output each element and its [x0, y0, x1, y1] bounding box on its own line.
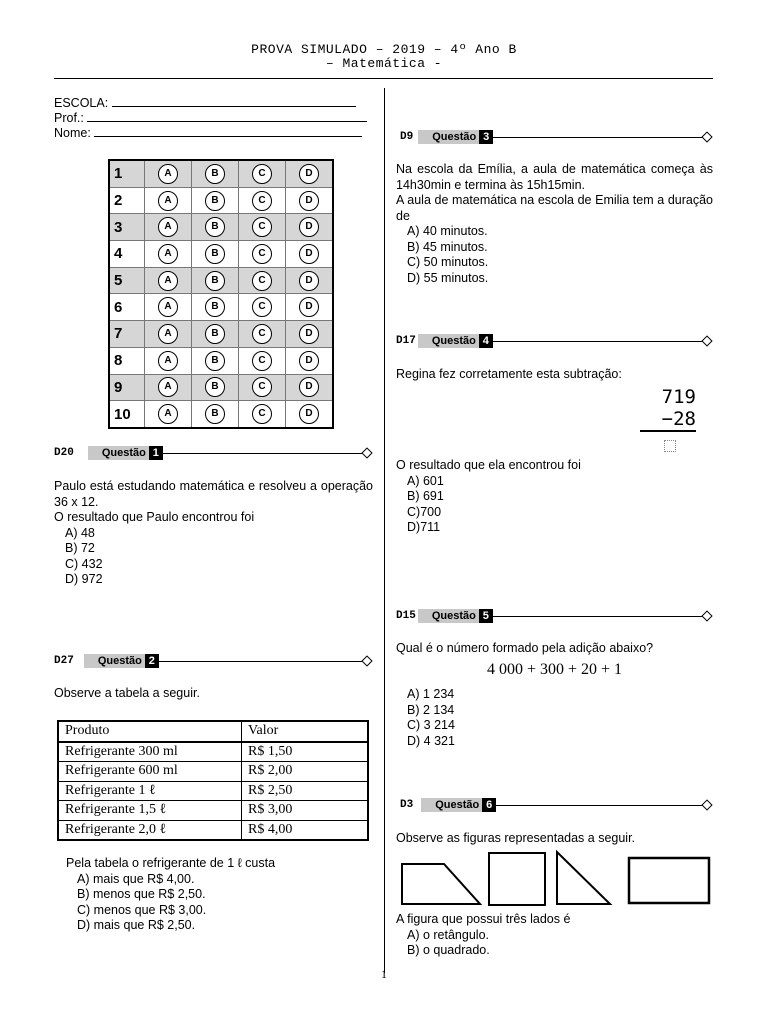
- question-4-prompt: O resultado que ela encontrou foi: [396, 458, 581, 472]
- answer-bubble-d[interactable]: D: [299, 404, 319, 424]
- answer-grid-row: [109, 294, 333, 321]
- answer-bubble-d[interactable]: D: [299, 377, 319, 397]
- table-cell: Refrigerante 300 ml: [58, 742, 242, 762]
- question-2-heading: [54, 654, 373, 668]
- answer-bubble-c[interactable]: C: [252, 404, 272, 424]
- question-6-option-a[interactable]: A) o retângulo.: [407, 927, 489, 942]
- question-1-body: [54, 479, 373, 588]
- answer-grid-cell: [145, 267, 192, 294]
- answer-bubble-b[interactable]: B: [205, 191, 225, 211]
- question-3-label: Questão: [418, 130, 479, 144]
- answer-grid-cell: [239, 267, 286, 294]
- answer-bubble-a[interactable]: A: [158, 191, 178, 211]
- answer-grid-cell: [286, 401, 334, 428]
- answer-grid-cell: [239, 347, 286, 374]
- table-cell: Refrigerante 1,5 ℓ: [58, 801, 242, 821]
- answer-bubble-d[interactable]: D: [299, 324, 319, 344]
- answer-grid-cell: [145, 294, 192, 321]
- answer-bubble-c[interactable]: C: [252, 377, 272, 397]
- answer-grid-row: [109, 241, 333, 268]
- question-3-option-b[interactable]: B) 45 minutos.: [407, 239, 488, 254]
- question-2-body: [66, 856, 373, 934]
- question-1-text: Paulo está estudando matemática e resolveu a operação 36 x 12.: [54, 479, 373, 509]
- answer-grid-cell: [239, 241, 286, 268]
- question-3-prompt: A aula de matemática na escola de Emilia tem a duração de: [396, 193, 713, 223]
- question-2-prompt: Pela tabela o refrigerante de 1 ℓ custa: [66, 856, 276, 870]
- question-1-code: D20: [54, 447, 74, 459]
- question-3-code: D9: [400, 131, 414, 143]
- answer-grid-cell: [192, 241, 239, 268]
- school-label: ESCOLA:: [54, 96, 109, 110]
- answer-grid-cell: [192, 267, 239, 294]
- answer-grid-cell: [286, 347, 334, 374]
- question-5-option-c[interactable]: C) 3 214: [407, 718, 455, 732]
- table-cell: R$ 4,00: [242, 820, 369, 840]
- answer-grid-cell: [192, 374, 239, 401]
- answer-grid-row: [109, 347, 333, 374]
- exam-title: PROVA SIMULADO – 2019 – 4º Ano B: [251, 42, 517, 57]
- answer-grid-row-number: 2: [109, 187, 145, 214]
- product-table-header-value: Valor: [242, 721, 369, 742]
- answer-bubble-a[interactable]: A: [158, 244, 178, 264]
- question-1-option-c[interactable]: C) 432: [65, 556, 103, 571]
- answer-bubble-d[interactable]: D: [299, 191, 319, 211]
- question-1-option-b[interactable]: B) 72: [65, 541, 95, 555]
- question-5-option-b[interactable]: B) 2 134: [407, 702, 455, 717]
- question-5-number: 5: [479, 609, 493, 623]
- answer-grid-cell: [192, 347, 239, 374]
- prof-label: Prof.:: [54, 111, 84, 125]
- subtraction-minuend: 719: [661, 386, 696, 408]
- answer-grid-cell: [286, 374, 334, 401]
- header-rule: [54, 78, 713, 79]
- answer-bubble-c[interactable]: C: [252, 324, 272, 344]
- question-5-option-a[interactable]: A) 1 234: [407, 687, 455, 701]
- answer-grid-cell: [286, 241, 334, 268]
- table-cell: Refrigerante 2,0 ℓ: [58, 820, 242, 840]
- answer-bubble-d[interactable]: D: [299, 271, 319, 291]
- answer-grid-cell: [145, 160, 192, 187]
- diamond-icon: [701, 335, 712, 346]
- answer-grid-row-number: 9: [109, 374, 145, 401]
- answer-bubble-b[interactable]: B: [205, 404, 225, 424]
- answer-grid-cell: [192, 214, 239, 241]
- diamond-icon: [701, 799, 712, 810]
- answer-bubble-d[interactable]: D: [299, 297, 319, 317]
- answer-bubble-a[interactable]: A: [158, 271, 178, 291]
- answer-bubble-a[interactable]: A: [158, 404, 178, 424]
- answer-grid-row-number: 10: [109, 401, 145, 428]
- table-cell: R$ 3,00: [242, 801, 369, 821]
- answer-grid-row: [109, 160, 333, 187]
- answer-bubble-b[interactable]: B: [205, 351, 225, 371]
- question-5-options: [396, 687, 713, 749]
- answer-bubble-d[interactable]: D: [299, 164, 319, 184]
- diamond-icon: [701, 610, 712, 621]
- question-6-prompt: A figura que possui três lados é: [396, 912, 571, 926]
- name-field[interactable]: [54, 126, 362, 140]
- question-6-label: Questão: [421, 798, 482, 812]
- addition-expression: 4 000 + 300 + 20 + 1: [486, 661, 623, 678]
- shapes-figure: [396, 848, 714, 908]
- answer-bubble-a[interactable]: A: [158, 164, 178, 184]
- answer-grid-cell: [145, 374, 192, 401]
- answer-bubble-d[interactable]: D: [299, 351, 319, 371]
- answer-bubble-b[interactable]: B: [205, 271, 225, 291]
- answer-grid-cell: [239, 401, 286, 428]
- question-4-code: D17: [396, 335, 416, 347]
- answer-bubble-b[interactable]: B: [205, 244, 225, 264]
- question-4-label: Questão: [418, 334, 479, 348]
- question-5-heading: [396, 609, 713, 623]
- answer-grid-cell: [239, 374, 286, 401]
- question-6-text: Observe as figuras representadas a seguir.: [396, 831, 636, 845]
- school-field[interactable]: [54, 96, 356, 110]
- table-cell: Refrigerante 1 ℓ: [58, 781, 242, 801]
- table-cell: R$ 2,00: [242, 762, 369, 782]
- answer-grid-cell: [239, 321, 286, 348]
- question-1-heading: [54, 446, 373, 460]
- answer-grid-cell: [286, 214, 334, 241]
- answer-grid-cell: [192, 187, 239, 214]
- question-2-option-c[interactable]: C) menos que R$ 3,00.: [77, 902, 207, 917]
- question-2-code: D27: [54, 655, 74, 667]
- name-label: Nome:: [54, 126, 91, 140]
- prof-field[interactable]: [54, 111, 367, 125]
- question-1-number: 1: [149, 446, 163, 460]
- question-2-number: 2: [145, 654, 159, 668]
- answer-bubble-b[interactable]: B: [205, 297, 225, 317]
- question-3-body: [396, 162, 713, 286]
- question-1-option-d[interactable]: D) 972: [65, 572, 103, 586]
- answer-grid-cell: [239, 294, 286, 321]
- question-6-body: [396, 912, 713, 959]
- answer-bubble-b[interactable]: B: [205, 217, 225, 237]
- product-table-header-product: Produto: [58, 721, 242, 742]
- question-6-number: 6: [482, 798, 496, 812]
- table-cell: Refrigerante 600 ml: [58, 762, 242, 782]
- triangle-shape: [557, 852, 610, 904]
- answer-bubble-a[interactable]: A: [158, 217, 178, 237]
- question-2-option-b[interactable]: B) menos que R$ 2,50.: [77, 887, 206, 901]
- question-4-heading: [396, 334, 713, 348]
- answer-grid: [108, 159, 334, 429]
- answer-grid-cell: [286, 187, 334, 214]
- answer-bubble-c[interactable]: C: [252, 271, 272, 291]
- question-3-option-c[interactable]: C) 50 minutos.: [407, 255, 489, 269]
- question-3-option-a[interactable]: A) 40 minutos.: [407, 224, 488, 238]
- rectangle-shape: [629, 858, 709, 903]
- question-3-heading: [400, 130, 713, 144]
- answer-grid-row: [109, 187, 333, 214]
- answer-grid-row-number: 5: [109, 267, 145, 294]
- subtraction-operation: [640, 386, 696, 432]
- answer-grid-row: [109, 267, 333, 294]
- question-6-heading: [400, 798, 713, 812]
- answer-grid-cell: [286, 160, 334, 187]
- question-4-option-b[interactable]: B) 691: [407, 489, 444, 503]
- answer-grid-cell: [145, 321, 192, 348]
- question-5-text: Qual é o número formado pela adição abaixo?: [396, 641, 654, 655]
- diamond-icon: [701, 131, 712, 142]
- question-2-text: Observe a tabela a seguir.: [54, 686, 200, 700]
- question-4-option-a[interactable]: A) 601: [407, 473, 444, 488]
- answer-bubble-a[interactable]: A: [158, 297, 178, 317]
- question-1-option-a[interactable]: A) 48: [65, 525, 95, 540]
- question-5-option-d[interactable]: D) 4 321: [407, 733, 455, 748]
- question-6-code: D3: [400, 799, 414, 811]
- question-5-label: Questão: [418, 609, 479, 623]
- answer-grid-row: [109, 321, 333, 348]
- page-number: 1: [381, 967, 387, 981]
- answer-bubble-b[interactable]: B: [205, 377, 225, 397]
- answer-grid-cell: [192, 160, 239, 187]
- question-6-option-b[interactable]: B) o quadrado.: [407, 943, 490, 957]
- answer-bubble-c[interactable]: C: [252, 297, 272, 317]
- question-4-option-c[interactable]: C)700: [407, 504, 442, 519]
- exam-subtitle: – Matemática -: [325, 56, 443, 71]
- answer-grid-row-number: 3: [109, 214, 145, 241]
- square-shape: [489, 853, 545, 905]
- answer-grid-row-number: 6: [109, 294, 145, 321]
- question-1-label: Questão: [88, 446, 149, 460]
- answer-bubble-d[interactable]: D: [299, 244, 319, 264]
- answer-grid-cell: [239, 160, 286, 187]
- answer-grid-cell: [239, 214, 286, 241]
- answer-grid-cell: [192, 401, 239, 428]
- answer-grid-cell: [192, 321, 239, 348]
- answer-bubble-c[interactable]: C: [252, 191, 272, 211]
- placeholder-box-icon: [664, 440, 676, 452]
- answer-bubble-c[interactable]: C: [252, 217, 272, 237]
- answer-grid-cell: [145, 241, 192, 268]
- diamond-icon: [361, 447, 372, 458]
- answer-grid-row: [109, 374, 333, 401]
- trapezoid-shape: [402, 864, 480, 904]
- question-4-option-d[interactable]: D)711: [407, 520, 441, 534]
- answer-bubble-c[interactable]: C: [252, 351, 272, 371]
- answer-bubble-a[interactable]: A: [158, 351, 178, 371]
- question-3-option-d[interactable]: D) 55 minutos.: [407, 270, 489, 285]
- answer-grid-row-number: 4: [109, 241, 145, 268]
- answer-grid-cell: [145, 401, 192, 428]
- answer-bubble-a[interactable]: A: [158, 377, 178, 397]
- question-5-code: D15: [396, 610, 416, 622]
- answer-grid-row-number: 7: [109, 321, 145, 348]
- answer-grid-cell: [145, 187, 192, 214]
- answer-grid-row-number: 8: [109, 347, 145, 374]
- answer-grid-row: [109, 214, 333, 241]
- diamond-icon: [361, 655, 372, 666]
- answer-grid-cell: [145, 214, 192, 241]
- answer-bubble-b[interactable]: B: [205, 164, 225, 184]
- question-2-option-d[interactable]: D) mais que R$ 2,50.: [77, 918, 196, 932]
- question-2-option-a[interactable]: A) mais que R$ 4,00.: [77, 871, 195, 886]
- product-table: [57, 720, 369, 841]
- question-4-text: Regina fez corretamente esta subtração:: [396, 367, 622, 381]
- answer-grid-cell: [286, 267, 334, 294]
- answer-grid-cell: [286, 294, 334, 321]
- question-1-prompt: O resultado que Paulo encontrou foi: [54, 510, 255, 524]
- table-cell: R$ 2,50: [242, 781, 369, 801]
- answer-bubble-c[interactable]: C: [252, 164, 272, 184]
- table-cell: R$ 1,50: [242, 742, 369, 762]
- question-2-label: Questão: [84, 654, 145, 668]
- answer-bubble-b[interactable]: B: [205, 324, 225, 344]
- answer-bubble-d[interactable]: D: [299, 217, 319, 237]
- question-3-text: Na escola da Emília, a aula de matemática começa às 14h30min e termina às 15h15min.: [396, 162, 713, 192]
- answer-bubble-a[interactable]: A: [158, 324, 178, 344]
- answer-grid-cell: [286, 321, 334, 348]
- answer-bubble-c[interactable]: C: [252, 244, 272, 264]
- answer-grid-cell: [145, 347, 192, 374]
- subtraction-subtrahend: −28: [640, 408, 696, 432]
- answer-grid-row: [109, 401, 333, 428]
- answer-grid-cell: [192, 294, 239, 321]
- answer-grid-cell: [239, 187, 286, 214]
- column-divider: [384, 88, 385, 973]
- question-3-number: 3: [479, 130, 493, 144]
- question-4-body: [396, 458, 713, 536]
- answer-grid-row-number: 1: [109, 160, 145, 187]
- question-4-number: 4: [479, 334, 493, 348]
